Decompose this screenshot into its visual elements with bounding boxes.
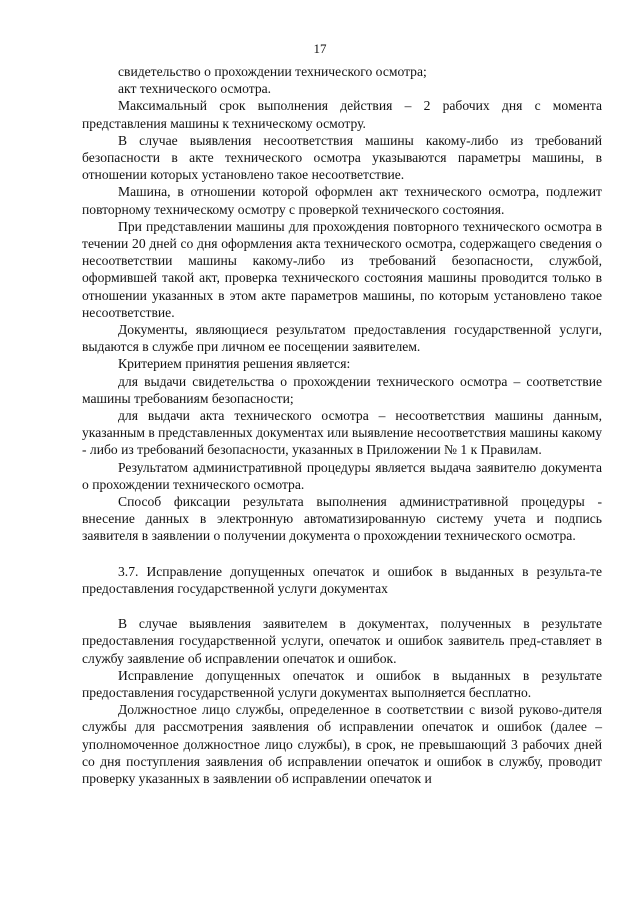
paragraph: Исправление допущенных опечаток и ошибок в выданных в результате предоставления государственной услуги документах выполняется бесплатно. xyxy=(82,667,602,700)
paragraph: Должностное лицо службы, определенное в соответствии с визой руково-дителя службы для рассмотрения заявления об исправлении опечаток и ошибок (далее –уполномоченное должностное лицо службы), в срок, не превышающий 3 рабочих дней со дня поступления заявления об исправлении опечаток и ошибок в службу, проводит проверку указанных в заявлении об исправлении опечаток и xyxy=(82,702,602,786)
page-number: 17 xyxy=(313,41,327,56)
paragraph: Способ фиксации результата выполнения административной процедуры - внесение данных в электронную автоматизированную систему учета и подпись заявителя в заявлении о получении документа о прохождении технического осмотра. xyxy=(82,494,602,544)
paragraph: для выдачи акта технического осмотра – несоответствия машины данным, указанным в представленных документах или выявление несоответствия машины какому - либо из требований безопасности, указанных в Приложении № 1 к Правилам. xyxy=(82,408,602,458)
paragraph: Документы, являющиеся результатом предоставления государственной услуги, выдаются в службе при личном ее посещении заявителем. xyxy=(82,322,602,355)
paragraph: для выдачи свидетельства о прохождении технического осмотра – соответствие машины требованиям безопасности; xyxy=(82,373,602,406)
paragraph: Максимальный срок выполнения действия – 2 рабочих дня с момента представления машины к техническому осмотру. xyxy=(82,98,602,131)
paragraph: Машина, в отношении которой оформлен акт технического осмотра, подлежит повторному техническому осмотру с проверкой технического состояния. xyxy=(82,184,602,217)
paragraph: Результатом административной процедуры является выдача заявителю документа о прохождении технического осмотра. xyxy=(82,459,602,492)
section-heading: 3.7. Исправление допущенных опечаток и ошибок в выданных в результа-те предоставления государственной услуги документах xyxy=(82,563,602,596)
paragraph: При представлении машины для прохождения повторного технического осмотра в течении 20 дней со дня оформления акта технического осмотра, содержащего сведения о несоответствии машины какому-либо из требований безопасности, службой, оформившей такой акт, проверка технического состояния машины проводится только в отношении указанных в этом акте параметров машины, по которым установлено такое несоответствие. xyxy=(82,218,602,320)
document-body xyxy=(82,63,602,787)
paragraph: Критерием принятия решения является: xyxy=(118,356,351,372)
paragraph: В случае выявления заявителем в документах, полученных в результате предоставления государственной услуги, опечаток и ошибок заявитель пред-ставляет в службу заявление об исправлении опечаток и ошибок. xyxy=(82,616,602,666)
paragraph: акт технического осмотра. xyxy=(118,81,272,97)
paragraph: В случае выявления несоответствия машины какому-либо из требований безопасности в акте технического осмотра указываются параметры машины, в отношении которых установлено такое несоответствие. xyxy=(82,132,602,183)
paragraph: свидетельство о прохождении технического осмотра; xyxy=(118,64,427,79)
